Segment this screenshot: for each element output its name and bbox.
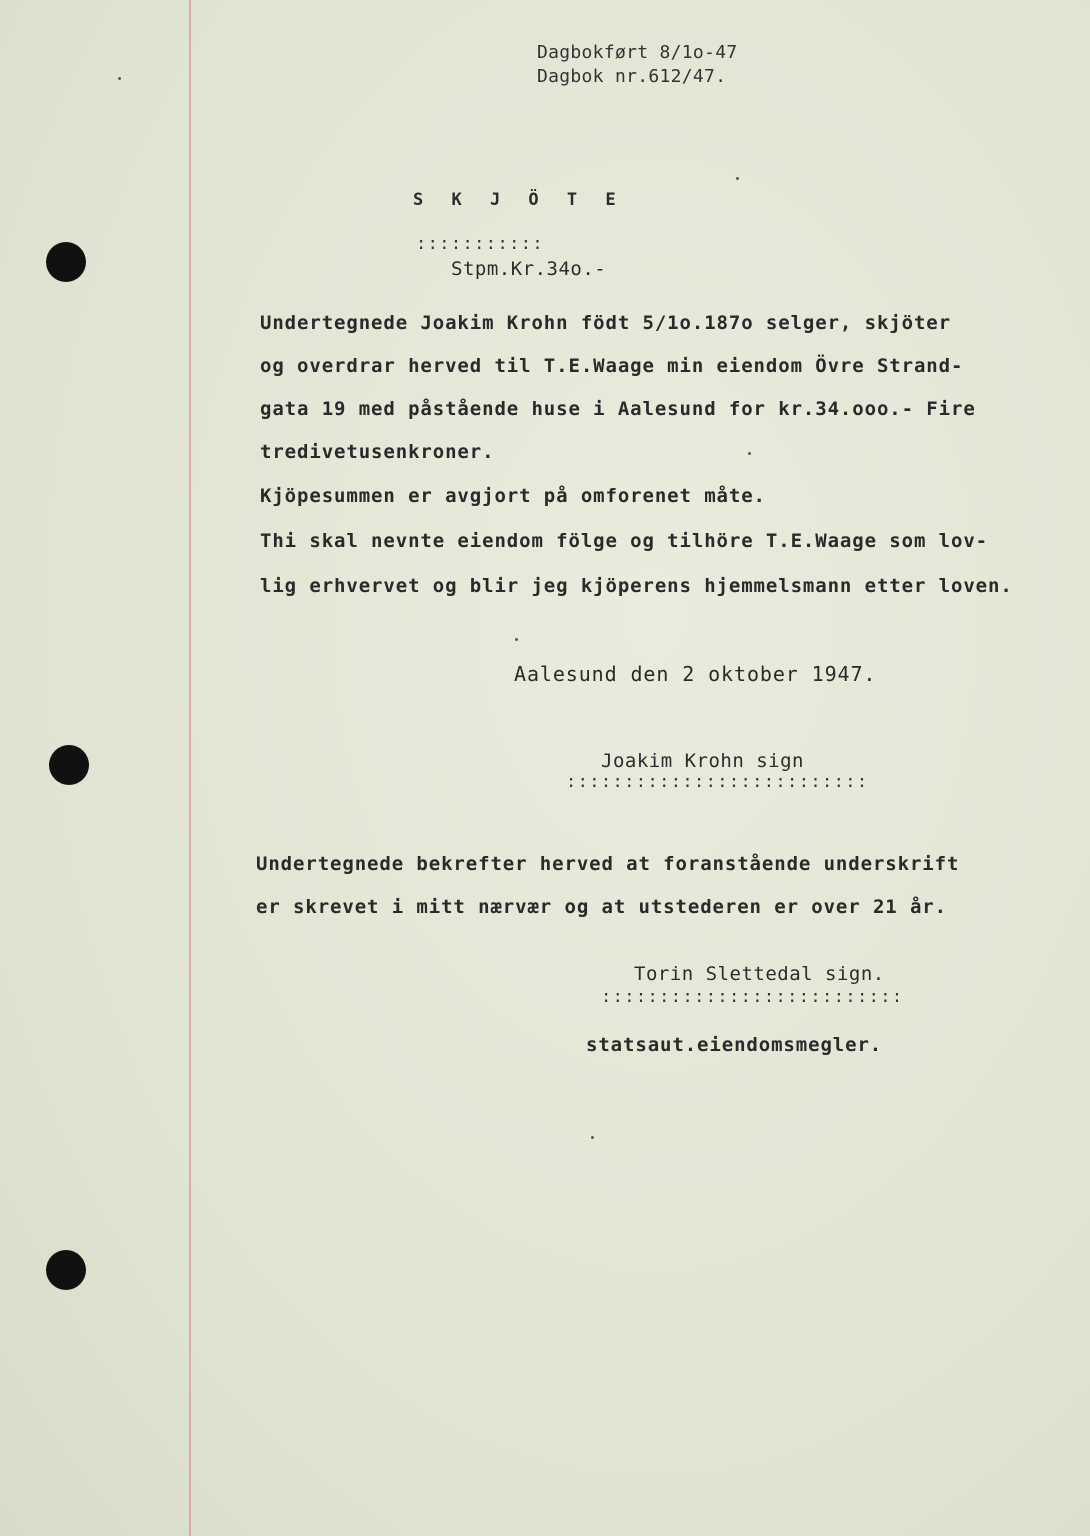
paper-speck xyxy=(591,1136,594,1139)
witness-signature: Torin Slettedal sign. xyxy=(634,963,885,985)
red-margin-line xyxy=(189,0,191,1536)
paper-speck xyxy=(736,177,739,180)
deed-line-4: tredivetusenkroner. xyxy=(260,441,495,463)
stamp-duty: Stpm.Kr.34o.- xyxy=(451,258,607,280)
witness-line-1: Undertegnede bekrefter herved at foranstående underskrift xyxy=(256,853,960,875)
punch-hole-icon xyxy=(49,745,89,785)
punch-hole-icon xyxy=(46,242,86,282)
deed-line-7: lig erhvervet og blir jeg kjöperens hjemmelsmann etter loven. xyxy=(260,575,1013,597)
witness-signature-rule: :::::::::::::::::::::::::: xyxy=(601,987,904,1007)
paper-speck xyxy=(118,77,121,80)
witness-line-2: er skrevet i mitt nærvær og at utstederen er over 21 år. xyxy=(256,896,947,918)
deed-line-2: og overdrar herved til T.E.Waage min eiendom Övre Strand- xyxy=(260,355,964,377)
witness-title: statsaut.eiendomsmegler. xyxy=(586,1034,883,1056)
seller-signature: Joakim Krohn sign xyxy=(601,750,804,772)
diary-number-stamp: Dagbok nr.612/47. xyxy=(537,66,727,87)
deed-line-1: Undertegnede Joakim Krohn födt 5/1o.187o selger, skjöter xyxy=(260,312,951,334)
seller-signature-rule: :::::::::::::::::::::::::: xyxy=(566,772,869,792)
diary-entry-stamp: Dagbokført 8/1o-47 xyxy=(537,42,738,63)
place-and-date: Aalesund den 2 oktober 1947. xyxy=(514,662,877,686)
deed-line-3: gata 19 med påstående huse i Aalesund for kr.34.ooo.- Fire xyxy=(260,398,976,420)
paper-speck xyxy=(748,452,751,455)
punch-hole-icon xyxy=(46,1250,86,1290)
document-title: S K J Ö T E xyxy=(413,190,625,210)
deed-line-5: Kjöpesummen er avgjort på omforenet måte. xyxy=(260,485,766,507)
paper-speck xyxy=(515,638,518,641)
title-rule: ::::::::::: xyxy=(416,234,544,254)
deed-line-6: Thi skal nevnte eiendom fölge og tilhöre T.E.Waage som lov- xyxy=(260,530,988,552)
